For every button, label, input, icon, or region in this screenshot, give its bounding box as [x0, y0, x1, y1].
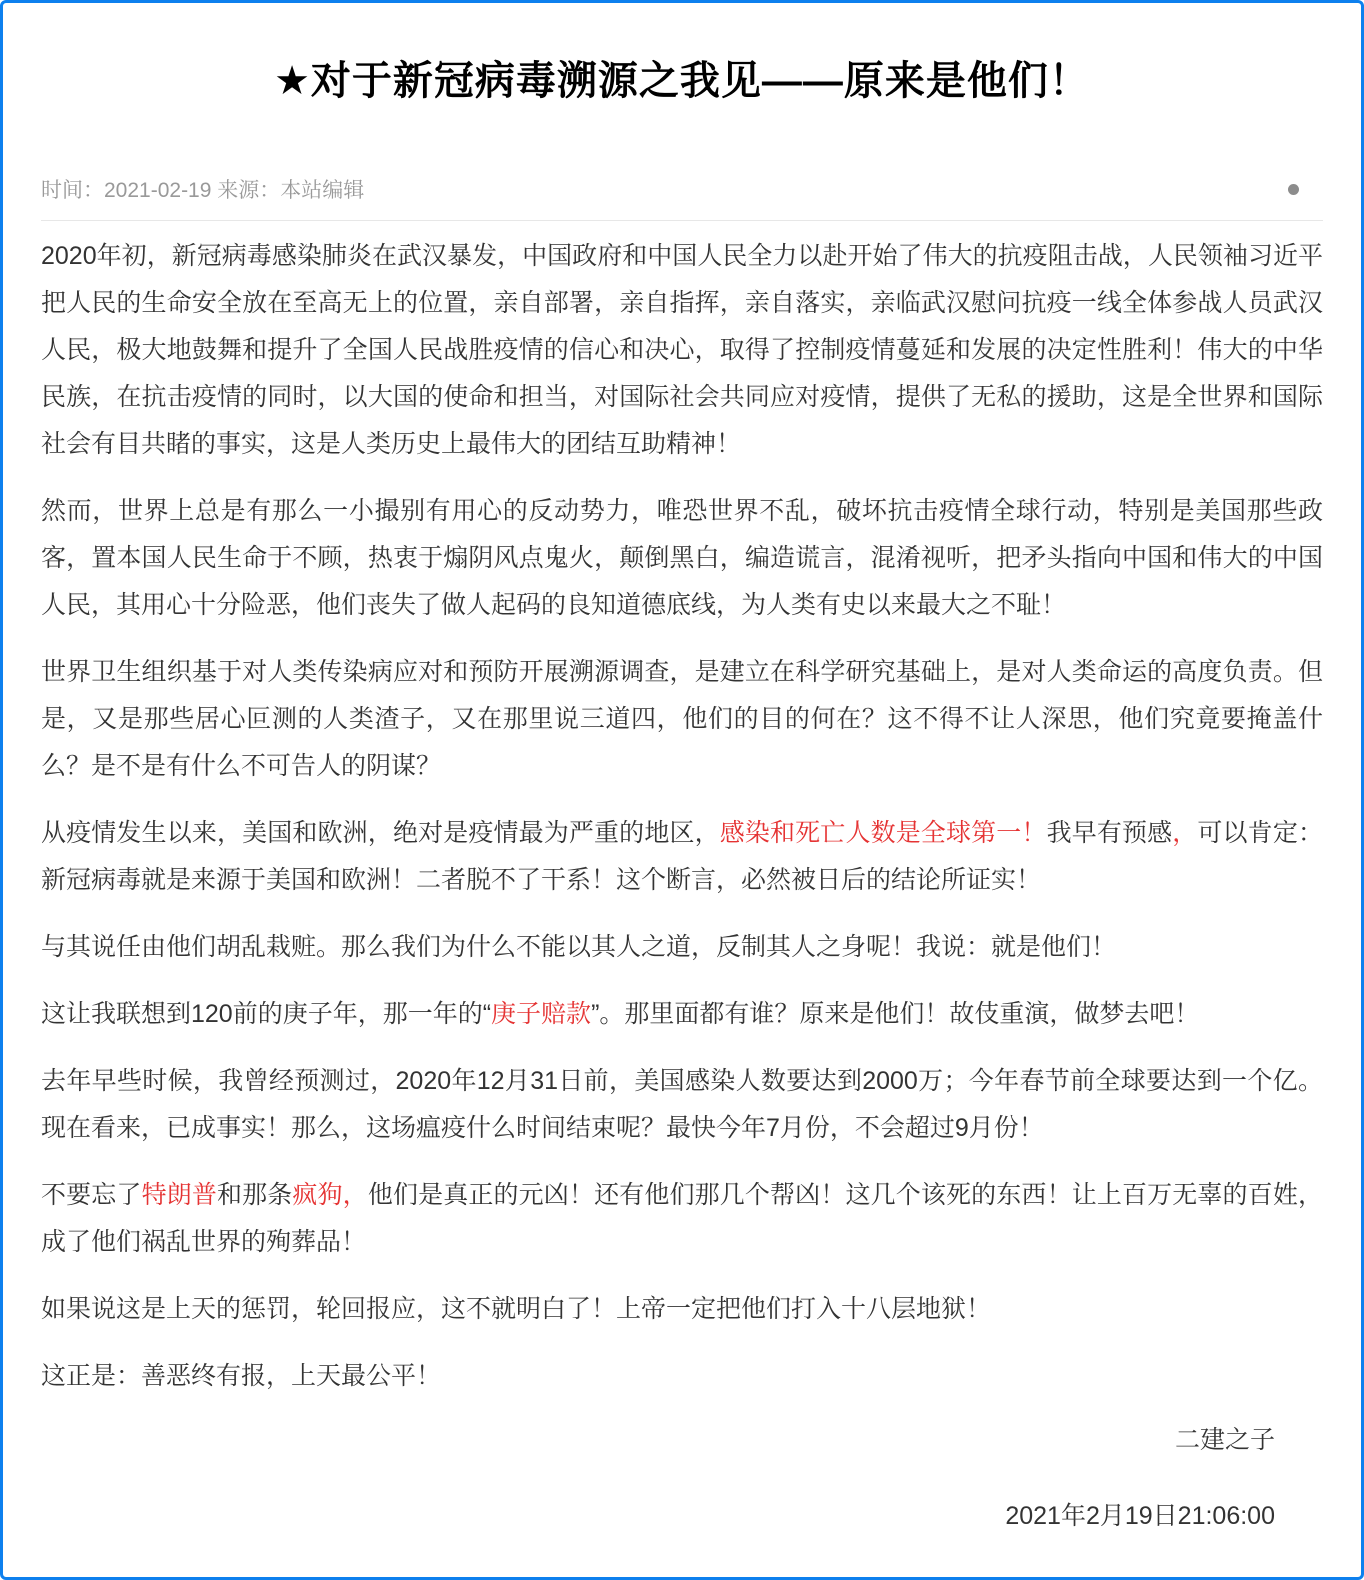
text-segment: ”。那里面都有谁？原来是他们！故伎重演，做梦去吧！	[591, 1000, 1200, 1028]
paragraph	[41, 1353, 1323, 1400]
highlighted-text: ，	[1172, 819, 1198, 847]
paragraph	[41, 1286, 1323, 1333]
paragraph	[41, 488, 1323, 629]
highlighted-text: 疯狗，	[292, 1181, 368, 1209]
text-segment: 去年早些时候，我曾经预测过，2020年12月31日前，美国感染人数要达到2000万；今年春节前全球要达到一个亿。现在看来，已成事实！那么，这场瘟疫什么时间结束呢？最快今年7月份，不会超过9月份！	[41, 1067, 1323, 1142]
text-segment: 然而，世界上总是有那么一小撮别有用心的反动势力，唯恐世界不乱，破坏抗击疫情全球行动，特别是美国那些政客，置本国人民生命于不顾，热衷于煽阴风点鬼火，颠倒黑白，编造谎言，混淆视听，把矛头指向中国和伟大的中国人民，其用心十分险恶，他们丧失了做人起码的良知道德底线，为人类有史以来最大之不耻！	[41, 497, 1323, 619]
paragraph	[41, 810, 1323, 904]
text-segment: 如果说这是上天的惩罚，轮回报应，这不就明白了！上帝一定把他们打入十八层地狱！	[41, 1295, 992, 1323]
highlighted-text: 庚子赔款	[491, 1000, 592, 1028]
text-segment: 世界卫生组织基于对人类传染病应对和预防开展溯源调查，是建立在科学研究基础上，是对人类命运的高度负责。但是，又是那些居心叵测的人类渣子，又在那里说三道四，他们的目的何在？这不得不让人深思，他们究竟要掩盖什么？是不是有什么不可告人的阴谋？	[41, 658, 1323, 780]
author-signature: 二建之子	[1174, 1426, 1275, 1454]
paragraph	[41, 1172, 1323, 1266]
paragraph	[41, 1058, 1323, 1152]
text-segment: 与其说任由他们胡乱栽赃。那么我们为什么不能以其人之道，反制其人之身呢！我说：就是他们！	[41, 933, 1117, 961]
text-segment: 这让我联想到120前的庚子年，那一年的“	[41, 1000, 492, 1028]
text-segment: 和那条	[216, 1181, 293, 1209]
text-segment: 我早有预感	[1046, 819, 1173, 847]
gray-dot-icon	[1288, 184, 1299, 195]
meta-text: 时间：2021-02-19 来源：本站编辑	[41, 179, 365, 202]
highlighted-text: 特朗普	[141, 1181, 217, 1209]
text-segment: 他们是真正的元凶！还有他们那几个帮凶！这几个该死的东西！让上百万无辜的百姓，成了他们祸乱世界的殉葬品！	[41, 1181, 1323, 1256]
paragraph	[41, 233, 1323, 468]
text-segment: 这正是：善恶终有报，上天最公平！	[41, 1362, 442, 1390]
article-meta	[41, 174, 1323, 204]
text-segment: 2020年初，新冠病毒感染肺炎在武汉暴发，中国政府和中国人民全力以赴开始了伟大的抗疫阻击战，人民领袖习近平把人民的生命安全放在至高无上的位置，亲自部署，亲自指挥，亲自落实，亲临武汉慰问抗疫一线全体参战人员武汉人民，极大地鼓舞和提升了全国人民战胜疫情的信心和决心，取得了控制疫情蔓延和发展的决定性胜利！伟大的中华民族，在抗击疫情的同时，以大国的使命和担当，对国际社会共同应对疫情，提供了无私的援助，这是全世界和国际社会有目共睹的事实，这是人类历史上最伟大的团结互助精神！	[41, 242, 1323, 458]
text-segment: 从疫情发生以来，美国和欧洲，绝对是疫情最为严重的地区，	[41, 819, 720, 847]
article-body	[3, 221, 1361, 1400]
text-segment: 可以肯定：新冠病毒就是来源于美国和欧洲！二者脱不了干系！这个断言，必然被日后的结论所证实！	[41, 819, 1323, 894]
paragraph	[41, 991, 1323, 1038]
text-segment: 不要忘了	[41, 1181, 142, 1209]
paragraph	[41, 924, 1323, 971]
highlighted-text: 感染和死亡人数是全球第一！	[719, 819, 1047, 847]
paragraph	[41, 649, 1323, 790]
page-title: ★对于新冠病毒溯源之我见——原来是他们！	[274, 59, 1090, 103]
publish-datetime: 2021年2月19日21:06:00	[1005, 1502, 1275, 1530]
